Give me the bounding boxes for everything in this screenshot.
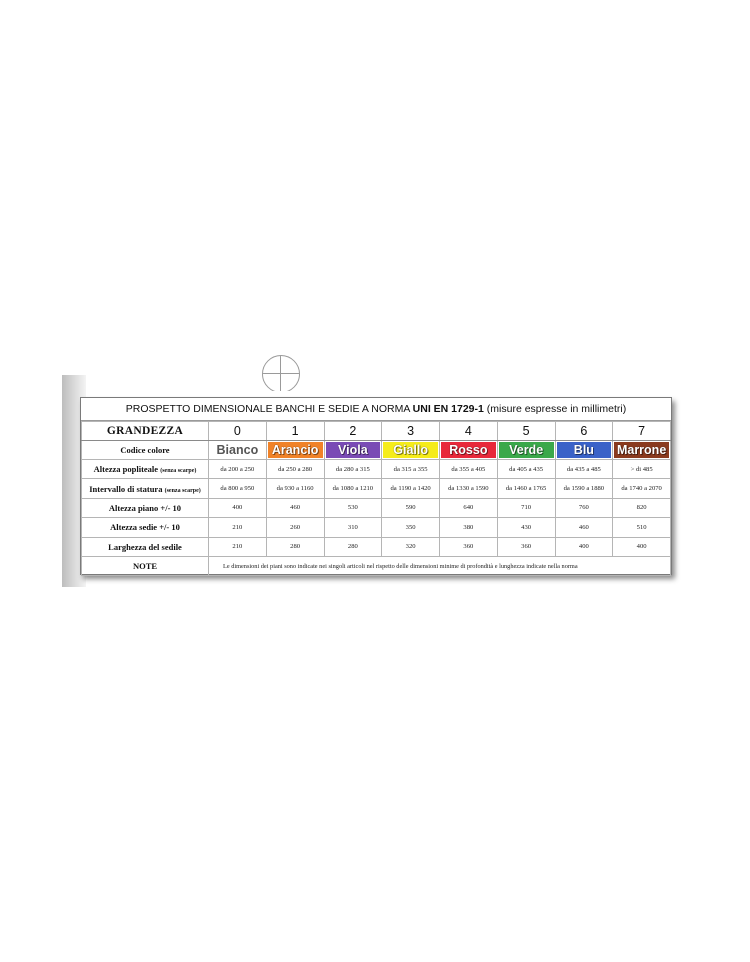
table-body — [82, 422, 671, 576]
table-cell: 280 — [324, 537, 382, 556]
color-cell — [209, 441, 267, 460]
table-cell: 590 — [382, 498, 440, 517]
dimension-table-card — [80, 397, 672, 575]
table-cell: 310 — [324, 518, 382, 537]
row-label-text: Altezza piano +/- 10 — [108, 502, 182, 513]
header-label: GRANDEZZA — [82, 422, 209, 441]
table-cell: 400 — [209, 498, 267, 517]
binding-ring-icon — [262, 355, 300, 393]
dimension-table — [81, 421, 671, 576]
table-row — [82, 537, 671, 556]
title-suffix: (misure espresse in millimetri) — [483, 403, 627, 415]
table-cell: 710 — [497, 498, 555, 517]
color-cell — [266, 441, 324, 460]
size-7: 7 — [613, 422, 671, 441]
table-row — [82, 518, 671, 537]
table-cell: 400 — [613, 537, 671, 556]
table-cell: da 1590 a 1880 — [555, 479, 613, 498]
row-label — [82, 518, 209, 537]
table-cell: da 280 a 315 — [324, 460, 382, 479]
note-row — [82, 556, 671, 575]
table-cell: 280 — [266, 537, 324, 556]
row-label — [82, 479, 209, 498]
color-cell — [382, 441, 440, 460]
table-cell: 430 — [497, 518, 555, 537]
color-cell — [497, 441, 555, 460]
size-1: 1 — [266, 422, 324, 441]
size-0: 0 — [209, 422, 267, 441]
note-label: NOTE — [82, 556, 209, 575]
color-swatch-rosso: Rosso — [441, 442, 496, 458]
table-cell: 460 — [266, 498, 324, 517]
color-swatch-viola: Viola — [326, 442, 381, 458]
table-cell: da 1740 a 2070 — [613, 479, 671, 498]
table-cell: 360 — [440, 537, 498, 556]
table-cell: 820 — [613, 498, 671, 517]
title-standard: UNI EN 1729-1 — [412, 403, 484, 415]
table-row — [82, 460, 671, 479]
color-swatch-bianco: Bianco — [210, 442, 265, 458]
table-cell: 350 — [382, 518, 440, 537]
table-cell: da 1190 a 1420 — [382, 479, 440, 498]
title-prefix: PROSPETTO DIMENSIONALE BANCHI E SEDIE A NORMA — [125, 403, 413, 415]
color-swatch-arancio: Arancio — [268, 442, 323, 458]
row-label — [82, 460, 209, 479]
table-cell: da 200 a 250 — [209, 460, 267, 479]
table-cell: da 435 a 485 — [555, 460, 613, 479]
table-cell: 510 — [613, 518, 671, 537]
row-label-text: Intervallo di statura — [89, 483, 163, 494]
table-cell: da 1460 a 1765 — [497, 479, 555, 498]
color-swatch-blu: Blu — [557, 442, 612, 458]
table-cell: 640 — [440, 498, 498, 517]
table-cell: da 355 a 405 — [440, 460, 498, 479]
color-row-label: Codice colore — [82, 441, 209, 460]
table-title — [81, 398, 671, 421]
row-label-text: Altezza popliteale — [93, 464, 159, 475]
size-2: 2 — [324, 422, 382, 441]
row-label-note: (senza scarpe) — [164, 487, 201, 494]
color-cell — [324, 441, 382, 460]
size-5: 5 — [497, 422, 555, 441]
table-cell: da 315 a 355 — [382, 460, 440, 479]
size-4: 4 — [440, 422, 498, 441]
table-cell: 460 — [555, 518, 613, 537]
table-cell: da 800 a 950 — [209, 479, 267, 498]
size-header-row — [82, 422, 671, 441]
row-label — [82, 498, 209, 517]
table-cell: 400 — [555, 537, 613, 556]
table-cell: > di 485 — [613, 460, 671, 479]
table-cell: 210 — [209, 518, 267, 537]
size-3: 3 — [382, 422, 440, 441]
color-swatch-giallo: Giallo — [383, 442, 438, 458]
color-cell — [440, 441, 498, 460]
table-cell: da 1330 a 1590 — [440, 479, 498, 498]
table-cell: 530 — [324, 498, 382, 517]
row-label-note: (senza scarpe) — [160, 468, 197, 475]
table-cell: 320 — [382, 537, 440, 556]
color-swatch-verde: Verde — [499, 442, 554, 458]
color-cell — [613, 441, 671, 460]
table-row — [82, 498, 671, 517]
table-cell: da 1080 a 1210 — [324, 479, 382, 498]
note-text: Le dimensioni dei piani sono indicate nei singoli articoli nel rispetto delle dimensioni minime di profondità e lunghezza indicate nella norma — [209, 556, 671, 575]
table-cell: 360 — [497, 537, 555, 556]
table-cell: da 930 a 1160 — [266, 479, 324, 498]
row-label — [82, 537, 209, 556]
color-cell — [555, 441, 613, 460]
table-cell: 380 — [440, 518, 498, 537]
row-label-text: Larghezza del sedile — [108, 541, 182, 552]
color-swatch-marrone: Marrone — [614, 442, 669, 458]
table-row — [82, 479, 671, 498]
row-label-text: Altezza sedie +/- 10 — [110, 522, 180, 533]
table-cell: da 405 a 435 — [497, 460, 555, 479]
color-code-row — [82, 441, 671, 460]
table-cell: 210 — [209, 537, 267, 556]
table-cell: 760 — [555, 498, 613, 517]
table-cell: da 250 a 280 — [266, 460, 324, 479]
size-6: 6 — [555, 422, 613, 441]
table-cell: 260 — [266, 518, 324, 537]
